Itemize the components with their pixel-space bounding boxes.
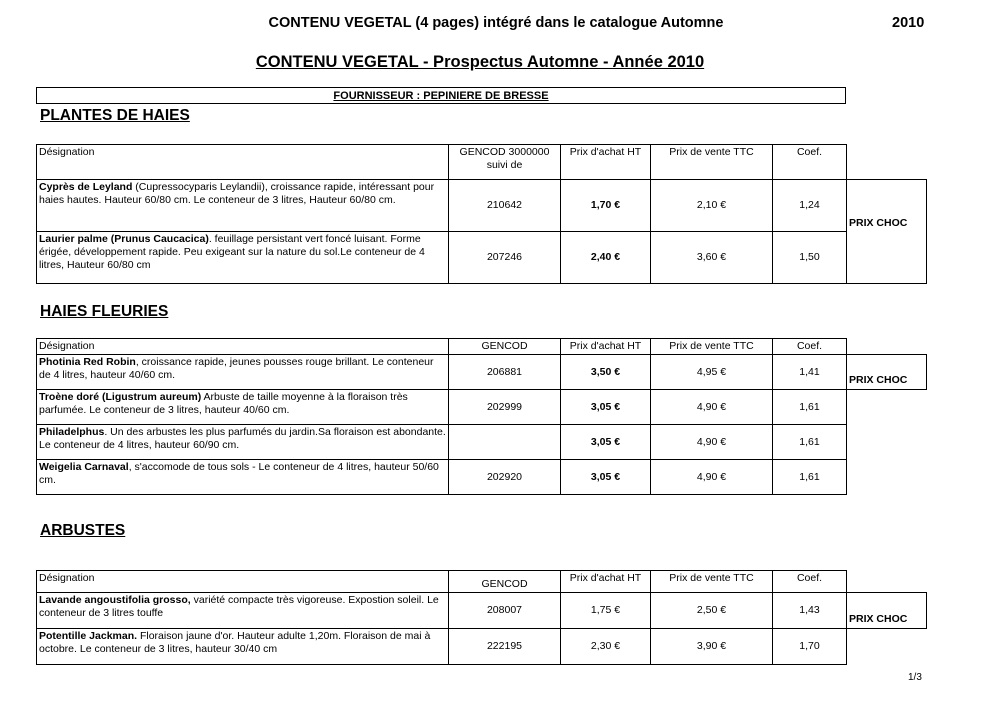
product-name: Laurier palme (Prunus Caucacica) [39,233,209,245]
empty-cell [847,629,927,665]
product-desc: variété compacte très vigoreuse. Expostion soleil. Le conteneur de 3 litres touffe [39,594,439,619]
row-gencod: 208007 [449,593,561,629]
product-desc: Arbuste de taille moyenne à la floraison très parfumée. Le conteneur de 3 litres, hauteur 40/60 cm. [39,391,408,416]
col-vente: Prix de vente TTC [651,571,773,593]
row-coef: 1,50 [773,232,847,284]
section-title-arbustes: ARBUSTES [40,522,126,539]
table-row [37,593,927,629]
row-vente: 4,95 € [651,355,773,390]
row-coef: 1,43 [773,593,847,629]
col-designation: Désignation [37,145,449,180]
product-desc: , s'accomode de tous sols - Le conteneur de 4 litres, hauteur 50/60 cm. [39,461,439,486]
col-gencod: GENCOD [449,339,561,355]
row-designation [37,355,449,390]
col-achat: Prix d'achat HT [561,145,651,180]
table-header-row [37,145,927,180]
product-desc: (Cupressocyparis Leylandii), croissance rapide, intéressant pour haies hautes. Hauteur 60/80 cm. Le conteneur de 3 litres, Hauteur 60/80 cm. [39,181,435,206]
table-header-row [37,571,927,593]
row-designation [37,180,449,232]
page-title: CONTENU VEGETAL - Prospectus Automne - Année 2010 [255,53,705,71]
row-achat: 1,70 € [561,180,651,232]
col-vente: Prix de vente TTC [651,339,773,355]
row-achat: 3,50 € [561,355,651,390]
prix-choc-badge: PRIX CHOC [847,180,927,232]
row-designation [37,390,449,425]
col-coef: Coef. [773,339,847,355]
table-row [37,180,927,232]
section-title-haies: PLANTES DE HAIES [40,107,190,124]
product-name: Potentille Jackman. [39,630,138,642]
col-gencod: GENCOD 3000000 suivi de [449,145,561,180]
col-achat: Prix d'achat HT [561,571,651,593]
row-designation [37,629,449,665]
section-title-fleuries: HAIES FLEURIES [40,303,169,320]
empty-cell [847,390,927,425]
row-designation [37,425,449,460]
row-achat: 2,40 € [561,232,651,284]
row-gencod [449,425,561,460]
product-name: Philadelphus [39,426,105,438]
table-row [37,425,927,460]
row-designation [37,593,449,629]
product-name: Photinia Red Robin [39,356,136,368]
col-designation: Désignation [37,571,449,593]
table-header-row [37,339,927,355]
table-row [37,460,927,495]
col-gencod: GENCOD [449,571,561,593]
row-coef: 1,70 [773,629,847,665]
row-vente: 4,90 € [651,390,773,425]
row-gencod: 202920 [449,460,561,495]
row-coef: 1,24 [773,180,847,232]
row-vente: 2,10 € [651,180,773,232]
product-name: Weigelia Carnaval [39,461,129,473]
row-achat: 1,75 € [561,593,651,629]
empty-cell [847,571,927,593]
table-row [37,629,927,665]
row-gencod: 206881 [449,355,561,390]
row-gencod: 210642 [449,180,561,232]
row-coef: 1,61 [773,390,847,425]
row-vente: 2,50 € [651,593,773,629]
prix-choc-badge: PRIX CHOC [847,593,927,629]
row-gencod: 202999 [449,390,561,425]
empty-cell [847,460,927,495]
row-designation [37,460,449,495]
row-achat: 3,05 € [561,425,651,460]
product-desc: . feuillage persistant vert foncé luisant. Forme érigée, développement rapide. Peu exigeant sur la nature du sol.Le conteneur de 4 litres, Hauteur 60/80 cm [39,233,425,271]
col-achat: Prix d'achat HT [561,339,651,355]
supplier-banner [36,87,846,104]
row-vente: 4,90 € [651,425,773,460]
col-designation: Désignation [37,339,449,355]
row-gencod: 207246 [449,232,561,284]
product-name: Troène doré (Ligustrum aureum) [39,391,202,403]
empty-cell [847,425,927,460]
empty-cell [847,339,927,355]
product-desc: , croissance rapide, jeunes pousses rouge brillant. Le conteneur de 4 litres, hauteur 40/60 cm. [39,356,434,381]
row-vente: 3,60 € [651,232,773,284]
row-achat: 3,05 € [561,390,651,425]
table-row [37,232,927,284]
document-header-title: CONTENU VEGETAL (4 pages) intégré dans le catalogue Automne [268,15,724,31]
product-desc: . Un des arbustes les plus parfumés du jardin.Sa floraison est abondante. Le conteneur de 4 litres, hauteur 60/90 cm. [39,426,446,451]
row-achat: 3,05 € [561,460,651,495]
product-name: Lavande angoustifolia grosso, [39,594,191,606]
page-number: 1/3 [908,672,922,683]
product-desc: Floraison jaune d'or. Hauteur adulte 1,20m. Floraison de mai à octobre. Le conteneur de 3 litres, hauteur 30/40 cm [39,630,431,655]
row-achat: 2,30 € [561,629,651,665]
col-vente: Prix de vente TTC [651,145,773,180]
table-row [37,390,927,425]
row-vente: 4,90 € [651,460,773,495]
row-designation [37,232,449,284]
empty-cell [847,232,927,284]
prix-choc-badge: PRIX CHOC [847,355,927,390]
table-haies [36,144,927,284]
row-gencod: 222195 [449,629,561,665]
table-fleuries [36,338,927,495]
empty-cell [847,145,927,180]
table-arbustes [36,570,927,665]
table-row [37,355,927,390]
supplier-label: FOURNISSEUR : PEPINIERE DE BRESSE [333,90,549,102]
row-vente: 3,90 € [651,629,773,665]
row-coef: 1,41 [773,355,847,390]
product-name: Cyprès de Leyland [39,181,133,193]
document-header-year: 2010 [892,15,925,31]
col-coef: Coef. [773,145,847,180]
row-coef: 1,61 [773,460,847,495]
col-coef: Coef. [773,571,847,593]
row-coef: 1,61 [773,425,847,460]
